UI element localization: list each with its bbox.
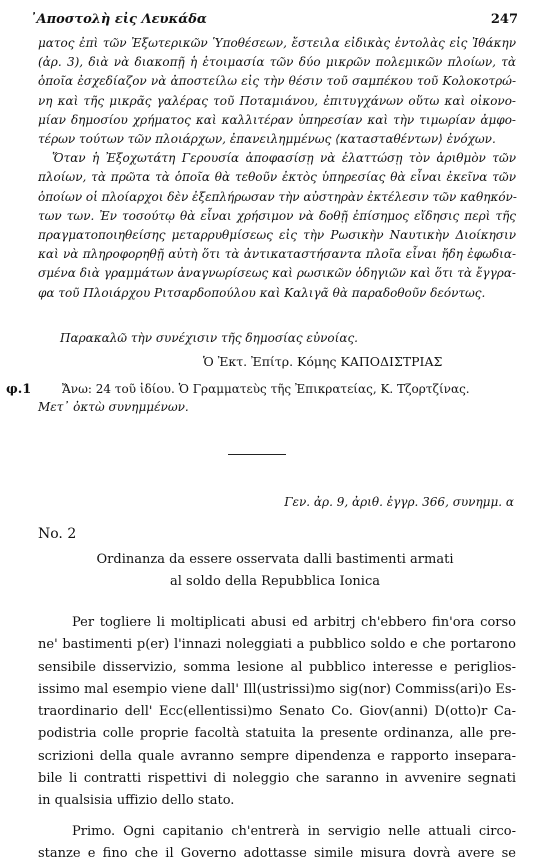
- text-line: scrizioni della quale avranno sempre dipendenza e rapporto insepara-: [38, 748, 516, 764]
- text-line: stanze e fino che il Governo adottasse simile misura dovrà avere se: [38, 845, 516, 861]
- page-number: 247: [490, 12, 518, 27]
- margin-note: φ.1: [6, 382, 32, 397]
- text-line: πραγματοποιηθείσης μεταρρυθμίσεως εἰς τὴν Ρωσικὴν Ναυτικὴν Διοίκησιν: [38, 228, 516, 243]
- text-line: ne' bastimenti p(er) l'innazi noleggiati a pubblico soldo e che portarono: [38, 637, 516, 653]
- text-line: Primo. Ogni capitanio ch'entrerà in servigio nelle attuali circo-: [72, 823, 516, 839]
- text-line: Ὅταν ἡ Ἐξοχωτάτη Γερουσία ἀποφασίσῃ νὰ ἐλαττώσῃ τὸν ἀριθμὸν τῶν: [52, 151, 516, 166]
- text-line: φα τοῦ Πλοιάρχου Ριτσαρδοπούλου καὶ Καλιγᾶ θὰ παραδοθοῦν δεόντως.: [38, 285, 486, 300]
- text-line: ὁποῖα ἐσχεδίαζον νὰ ἀποστείλω εἰς τὴν θέσιν τοῦ σαμπέκου τοῦ Κολοκοτρώ-: [38, 74, 516, 89]
- signature-line: Ὁ Ἐκτ. Ἐπίτρ. Κόμης ΚΑΠΟΔΙΣΤΡΙΑΣ: [203, 354, 443, 369]
- greek-letter-body: [38, 34, 516, 303]
- source-reference: Γεν. ἀρ. 9, ἀριθ. ἐγγρ. 366, συνημμ. α: [284, 495, 514, 509]
- archival-note: Ἄνω: 24 τοῦ ἰδίου. Ὁ Γραμματεὺς τῆς Ἐπικρατείας, Κ. Τζορτζίνας.: [62, 382, 470, 396]
- text-line: σμένα διὰ γραμμάτων ἀναγνωρίσεως καὶ ρωσικῶν ὁδηγιῶν καὶ ὅτι τὰ ἔγγρα-: [38, 266, 516, 281]
- text-line: ὁποίων οἱ πλοίαρχοι δὲν ἐξεπλήρωσαν τὴν αὐστηρὰν ἐκτέλεσιν τῶν καθηκόν-: [38, 189, 517, 204]
- document-number: No. 2: [38, 526, 77, 542]
- text-line: τέρων τούτων τῶν πλοιάρχων, ἐπανειλημμένως ⟨κατασταθέντων⟩ ἐνόχων.: [38, 132, 496, 147]
- section-divider: [228, 454, 286, 455]
- ordinance-title-line: Ordinanza da essere osservata dalli bastimenti armati: [96, 552, 454, 567]
- text-line: bile li contratti rispettivi di noleggio che saranno in avvenire segnati: [38, 771, 516, 787]
- ordinance-title-line: al soldo della Repubblica Ionica: [169, 574, 380, 589]
- italian-ordinance-body: [38, 612, 516, 865]
- text-line: των των. Ἐν τοσούτῳ θὰ εἶναι χρήσιμον νὰ δοθῇ ἐπίσημος εἴδησις περὶ τῆς: [38, 208, 516, 223]
- text-line: ματος ἐπὶ τῶν Ἐξωτερικῶν Ὑποθέσεων, ἔστειλα εἰδικὰς ἐντολὰς εἰς Ἰθάκην: [38, 36, 516, 50]
- text-line: Per togliere li moltiplicati abusi ed arbitrj ch'ebbero fin'ora corso: [72, 615, 516, 630]
- text-line: (ἀρ. 3), διὰ νὰ διακοπῇ ἡ ἑτοιμασία τῶν δύο μικρῶν πολεμικῶν πλοίων, τὰ: [38, 55, 516, 70]
- text-line: μίαν δημοσίου χρήματος καὶ καλλιτέραν ὑπηρεσίαν καὶ τὴν τιμωρίαν ἀμφο-: [38, 112, 516, 127]
- enclosures-note: Μετ᾽ ὀκτὼ συνημμένων.: [38, 400, 189, 414]
- closing-line: Παρακαλῶ τὴν συνέχισιν τῆς δημοσίας εὐνοίας.: [60, 331, 358, 345]
- text-line: sensibile disservizio, somma lesione al pubblico interesse e periglios-: [38, 659, 516, 675]
- running-title: ᾽Αποστολὴ εἰς Λευκάδα: [30, 12, 207, 27]
- text-line: καὶ νὰ πληροφορηθῇ αὐτὴ ὅτι τὰ ἀντικαταστήσαντα πλοῖα εἶναι ἤδη ἐφωδια-: [38, 247, 516, 262]
- text-line: πλοίων, τὰ πρῶτα τὰ ὁποῖα θὰ τεθοῦν ἐκτὸς ὑπηρεσίας θὰ εἶναι ἐκεῖνα τῶν: [38, 170, 516, 185]
- text-line: issimo mal esempio viene dall' Ill(ustrissi)mo sig(nor) Commiss(ari)o Es-: [38, 681, 516, 697]
- text-line: podistria colle proprie facoltà statuita la presente ordinanza, alle pre-: [38, 726, 516, 742]
- text-line: traordinario dell' Ecc(ellentissi)mo Senato Co. Giov(anni) D(otto)r Ca-: [38, 704, 516, 720]
- text-line: νη καὶ τῆς μικρᾶς γαλέρας τοῦ Ποταμιάνου, ἐπιτυγχάνων οὕτω καὶ οἰκονο-: [38, 93, 516, 108]
- text-line: in qualsisia uffizio dello stato.: [38, 793, 235, 809]
